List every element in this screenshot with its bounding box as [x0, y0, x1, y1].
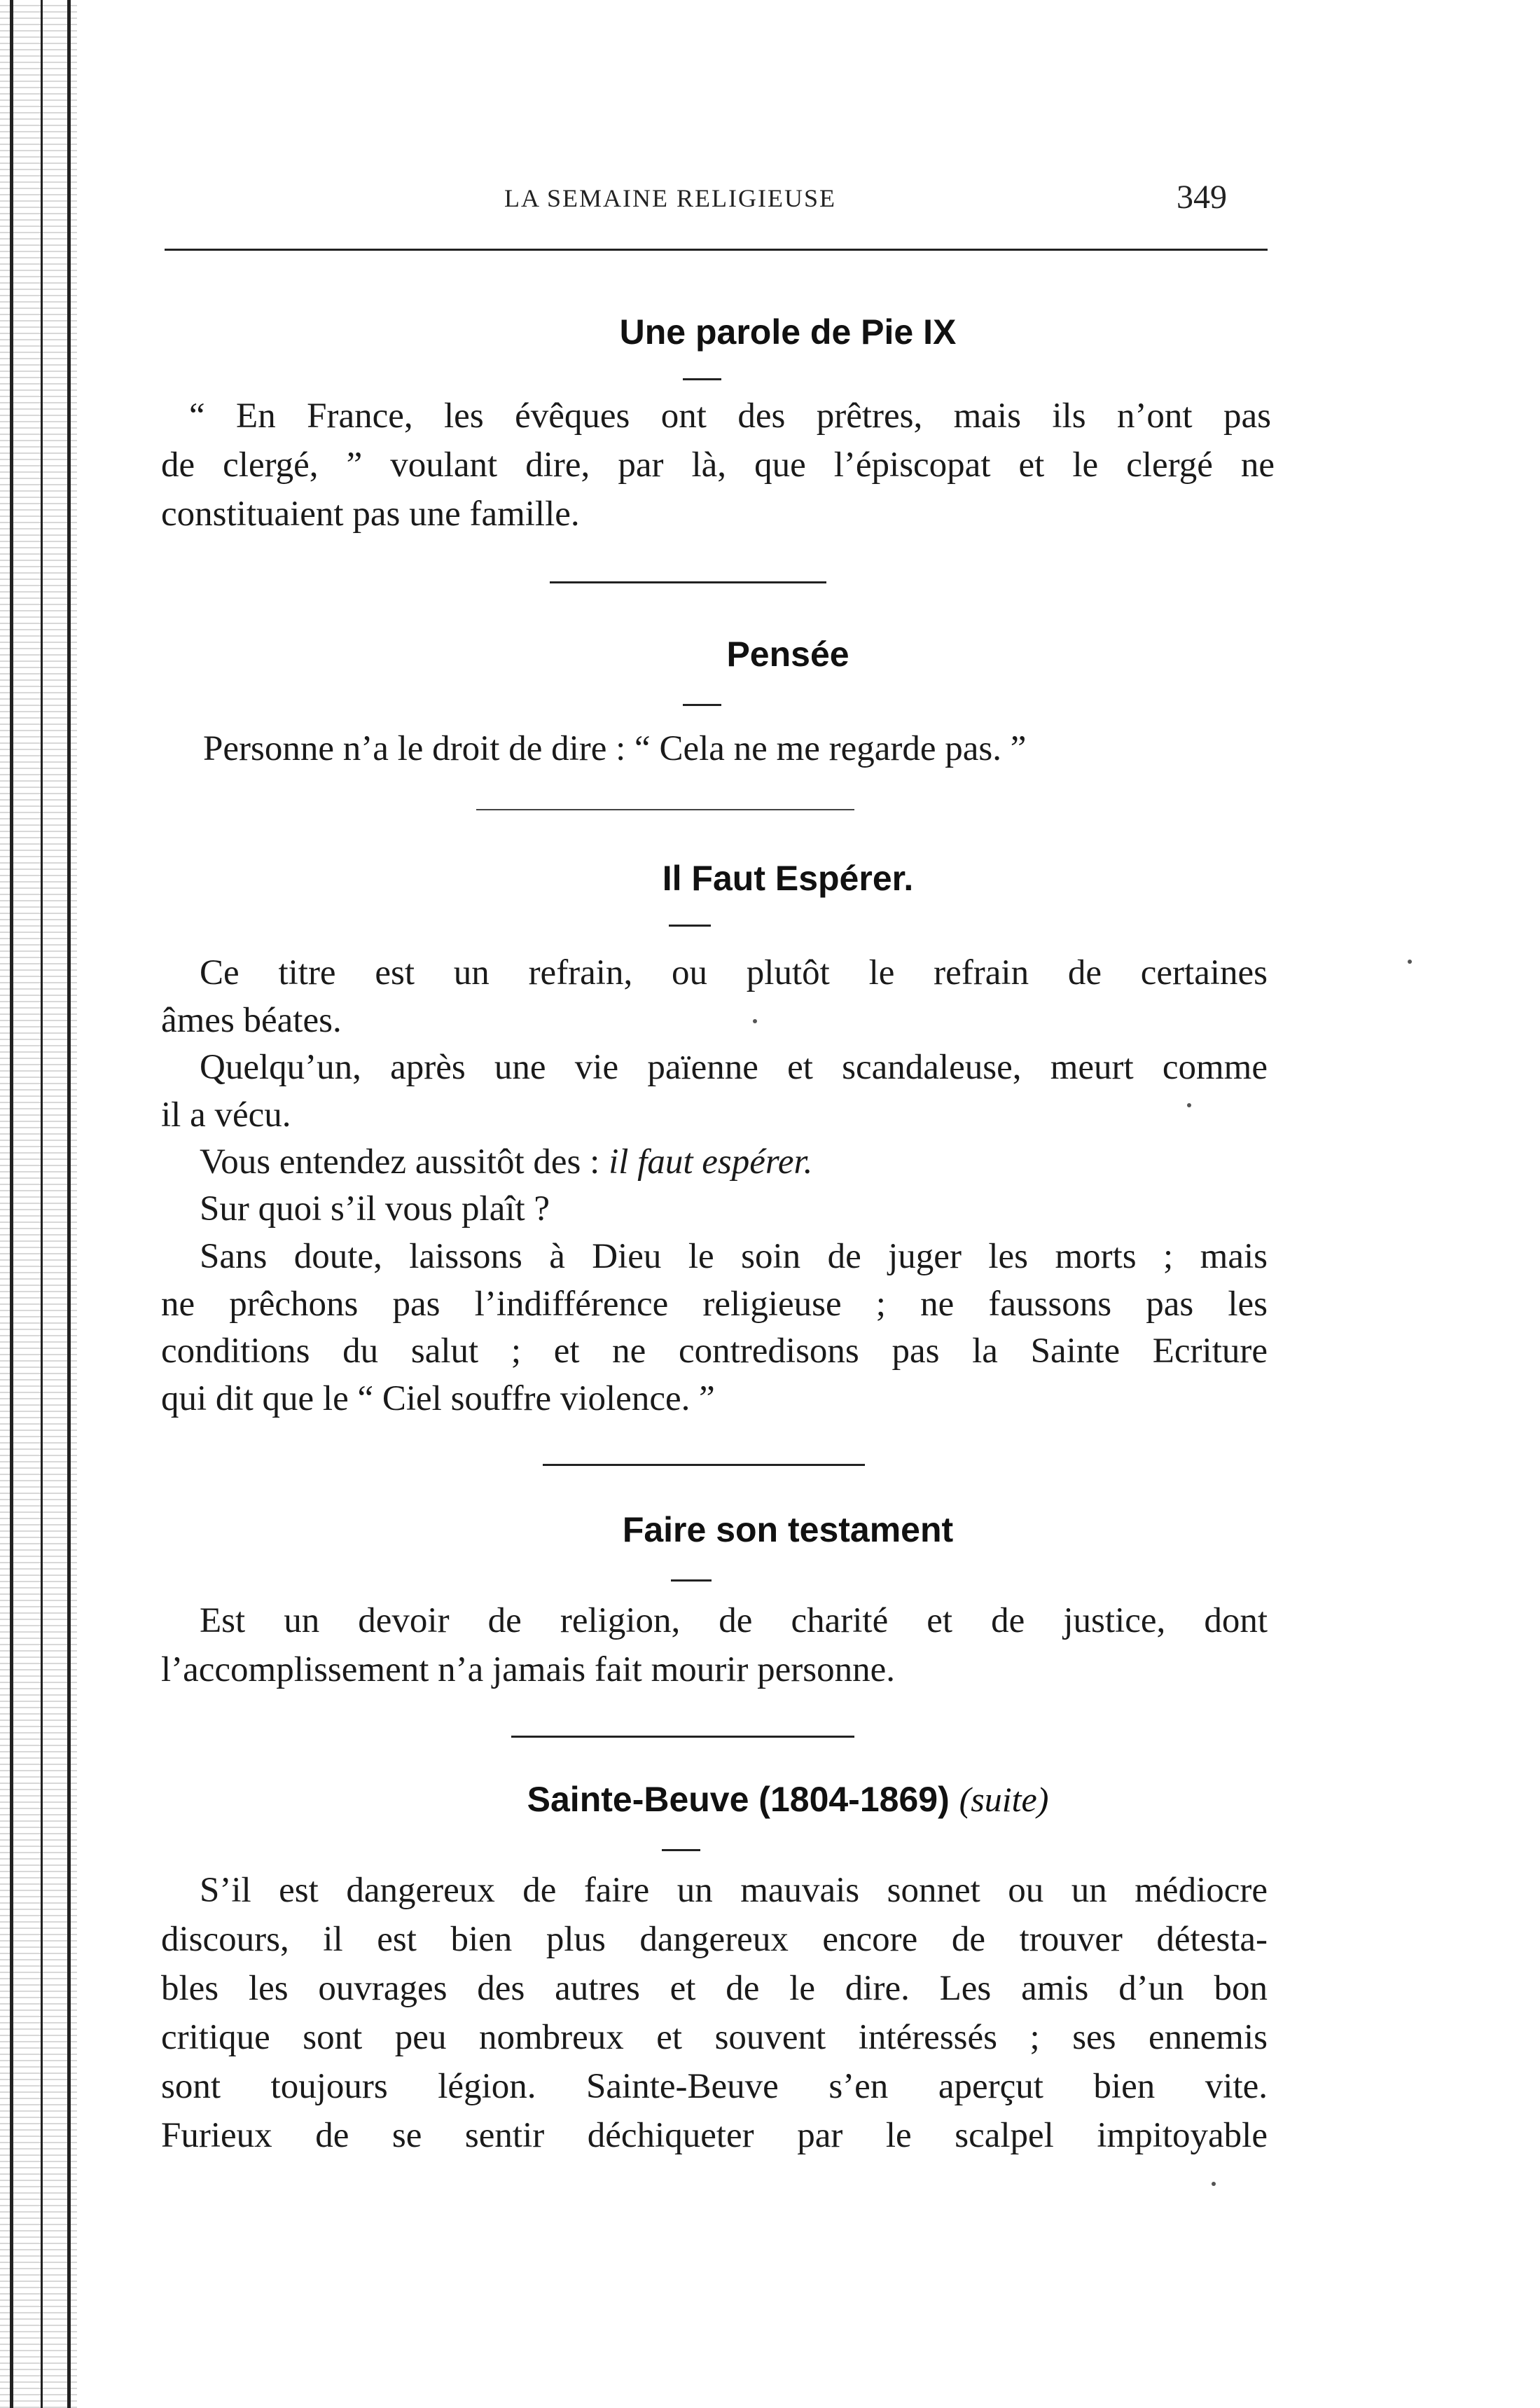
section-title-pensee: Pensée	[726, 635, 849, 674]
section-separator	[511, 1736, 854, 1738]
italic-phrase: il faut espérer.	[609, 1142, 813, 1182]
paragraph-line: il a vécu.	[161, 1095, 291, 1135]
paragraph-line: Personne n’a le droit de dire : “ Cela ne me regarde pas. ”	[203, 729, 1027, 768]
section-separator	[543, 1464, 865, 1466]
paragraph-line: Furieux de se sentir déchiqueter par le scalpel impitoyable	[161, 2116, 1268, 2155]
running-header	[329, 179, 1247, 226]
paragraph-line: Quelqu’un, après une vie païenne et scandaleuse, meurt comme	[200, 1048, 1268, 1087]
title-dash	[662, 1849, 700, 1851]
paragraph-line: ne prêchons pas l’indifférence religieuse ; ne faussons pas les	[161, 1285, 1268, 1324]
section-title-pie: Une parole de Pie IX	[619, 312, 957, 352]
title-dash	[669, 925, 711, 927]
paragraph-line: sont toujours légion. Sainte-Beuve s’en aperçut bien vite.	[161, 2067, 1268, 2106]
paragraph-line: de clergé, ” voulant dire, par là, que l’épiscopat et le clergé ne	[161, 445, 1275, 485]
paragraph-line: constituaient pas une famille.	[161, 494, 580, 534]
section-title-testament: Faire son testament	[622, 1510, 954, 1549]
paragraph-line: Ce titre est un refrain, ou plutôt le refrain de certaines	[200, 953, 1268, 992]
paragraph-line: discours, il est bien plus dangereux encore de trouver détesta-	[161, 1920, 1268, 1959]
paragraph-line: Est un devoir de religion, de charité et de justice, dont	[200, 1601, 1268, 1640]
paragraph-line: critique sont peu nombreux et souvent intéressés ; ses ennemis	[161, 2018, 1268, 2057]
binding-line	[41, 0, 43, 2408]
section-title-text: Sainte-Beuve (1804-1869)	[527, 1780, 950, 1819]
title-dash	[683, 378, 721, 380]
paragraph-line: bles les ouvrages des autres et de le dire. Les amis d’un bon	[161, 1969, 1268, 2008]
title-dash	[671, 1579, 712, 1582]
scan-speck	[1187, 1103, 1191, 1107]
running-title: LA SEMAINE RELIGIEUSE	[504, 184, 836, 212]
scan-speck	[1408, 960, 1412, 964]
paragraph-line	[200, 1142, 812, 1182]
scan-speck	[1212, 2182, 1216, 2186]
paragraph-line: qui dit que le “ Ciel souffre violence. ”	[161, 1379, 715, 1418]
section-title-beuve	[392, 1779, 1184, 1820]
paragraph-line: conditions du salut ; et ne contredisons pas la Sainte Ecriture	[161, 1331, 1268, 1371]
paragraph-line: Sans doute, laissons à Dieu le soin de juger les morts ; mais	[200, 1237, 1268, 1276]
binding-line	[67, 0, 71, 2408]
scan-speck	[753, 1019, 757, 1023]
paragraph-line: Sur quoi s’il vous plaît ?	[200, 1189, 550, 1229]
title-dash	[683, 704, 721, 706]
section-title-suffix: (suite)	[959, 1780, 1049, 1819]
section-title-esperer: Il Faut Espérer.	[662, 859, 914, 898]
paragraph-line: âmes béates.	[161, 1001, 342, 1040]
text-run: Vous entendez aussitôt des :	[200, 1142, 600, 1182]
header-rule	[165, 249, 1268, 251]
section-separator	[550, 581, 826, 583]
paragraph-line: S’il est dangereux de faire un mauvais sonnet ou un médiocre	[200, 1871, 1268, 1910]
binding-line	[10, 0, 13, 2408]
section-separator	[476, 809, 854, 810]
paragraph-line: “ En France, les évêques ont des prêtres, mais ils n’ont pas	[189, 396, 1271, 436]
page-number: 349	[1177, 179, 1227, 216]
paragraph-line: l’accomplissement n’a jamais fait mourir personne.	[161, 1650, 895, 1689]
